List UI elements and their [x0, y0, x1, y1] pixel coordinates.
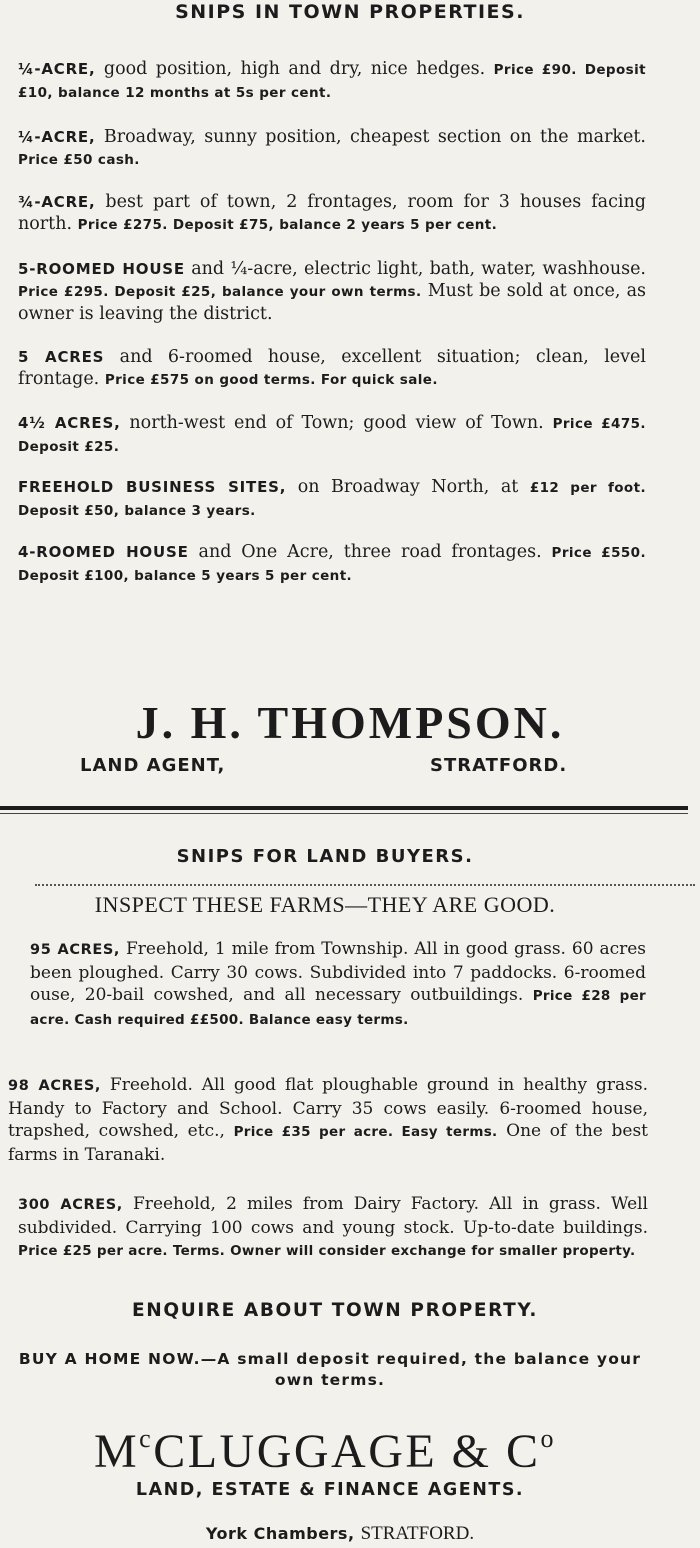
listing-body: best part of town, 2 frontages, room for 3 houses facing north.: [18, 192, 646, 234]
farm-body: Freehold. All good flat ploughable ground in healthy grass. Handy to Factory and School. Carry 35 cows easily. 6-roomed house, trapshed, cowshed, etc.,: [8, 1075, 649, 1141]
listing-lead: 5 ACRES: [18, 348, 105, 366]
buy-home-note: BUY A HOME NOW.—A small deposit required, the balance your own terms.: [18, 1350, 642, 1389]
agent-title: LAND AGENT,: [80, 755, 226, 776]
listing-body: and ¼-acre, electric light, bath, water, washhouse.: [191, 259, 646, 279]
column-rule: [0, 806, 688, 810]
listing-tail: Must be sold at once, as owner is leaving the district.: [18, 281, 646, 324]
listing-price: Price £50 cash.: [18, 152, 140, 168]
listing-price: Price £275. Deposit £75, balance 2 years 5 per cent.: [77, 217, 498, 233]
farm-price: Price £35 per acre. Easy terms.: [233, 1124, 498, 1140]
listing: [18, 191, 646, 236]
farm-listing: [8, 1074, 648, 1166]
listing-lead: FREEHOLD BUSINESS SITES,: [18, 478, 287, 496]
farm-lead: 300 ACRES,: [18, 1197, 123, 1213]
farm-listing: [30, 938, 646, 1031]
farm-price: Price £25 per acre. Terms. Owner will consider exchange for smaller property.: [18, 1243, 636, 1259]
listing-lead: 5-ROOMED HOUSE: [18, 260, 185, 278]
listing-lead: 4-ROOMED HOUSE: [18, 543, 189, 561]
listing: [18, 541, 646, 587]
listing-price: Price £295. Deposit £25, balance your own terms.: [18, 284, 422, 300]
listing-body: and 6-roomed house, excellent situation; clean, level frontage.: [18, 347, 646, 389]
address-town: STRATFORD.: [360, 1523, 475, 1544]
address-building: York Chambers,: [205, 1524, 355, 1543]
firm-name-c-sup: c: [139, 1424, 154, 1453]
column-rule-thin: [0, 813, 688, 814]
listing-body: on Broadway North, at: [297, 477, 519, 497]
dotted-divider: [35, 884, 695, 886]
listing-price: Price £475. Deposit £25.: [18, 416, 646, 455]
farm-lead: 95 ACRES,: [30, 942, 121, 958]
mccluggage-ad-heading: SNIPS FOR LAND BUYERS.: [176, 846, 474, 867]
listing-lead: ¼-ACRE,: [18, 128, 96, 146]
listing-price: Price £550. Deposit £100, balance 5 years 5 per cent.: [18, 545, 647, 584]
farm-lead: 98 ACRES,: [8, 1078, 102, 1094]
listing: [18, 258, 646, 325]
ad-subheading: INSPECT THESE FARMS—THEY ARE GOOD.: [94, 892, 556, 917]
firm-name-o-sup: o: [540, 1424, 557, 1453]
farm-tail: One of the best farms in Taranaki.: [8, 1121, 649, 1165]
firm-name-main: CLUGGAGE & C: [153, 1425, 541, 1478]
listing: [18, 412, 646, 458]
farm-body: Freehold, 2 miles from Dairy Factory. All in grass. Well subdivided. Carrying 100 cows and young stock. Up-to-date buildings.: [18, 1194, 648, 1238]
listing-body: and One Acre, three road frontages.: [198, 542, 542, 562]
firm-name-mc: M: [93, 1425, 140, 1478]
listing: [18, 126, 646, 171]
listing: [18, 476, 646, 522]
listing-price: Price £90. Deposit £10, balance 12 months at 5s per cent.: [18, 62, 646, 101]
listing-lead: ¾-ACRE,: [18, 193, 96, 211]
listing-price: £12 per foot. Deposit £50, balance 3 years.: [18, 480, 646, 519]
listing-lead: 4½ ACRES,: [18, 414, 121, 432]
listing-price: Price £575 on good terms. For quick sale.: [104, 372, 438, 388]
agent-name: J. H. THOMPSON.: [135, 697, 565, 748]
listing: [18, 346, 646, 391]
firm-name: [0, 1410, 650, 1481]
agent-town: STRATFORD.: [430, 755, 568, 776]
listing-body: north-west end of Town; good view of Town.: [129, 413, 544, 433]
thompson-ad-heading: SNIPS IN TOWN PROPERTIES.: [175, 1, 525, 23]
listing-lead: ¼-ACRE,: [18, 60, 96, 78]
farm-body: Freehold, 1 mile from Township. All in good grass. 60 acres been ploughed. Carry 30 cows. Subdivided into 7 paddocks. 6-roomed ouse, 20-bail cowshed, and all necessary outbuildings.: [30, 939, 647, 1005]
listing-body: Broadway, sunny position, cheapest section on the market.: [103, 127, 646, 147]
listing: [18, 58, 646, 104]
listing-body: good position, high and dry, nice hedges.: [103, 59, 486, 79]
firm-role: LAND, ESTATE & FINANCE AGENTS.: [135, 1480, 525, 1500]
farm-listing: [18, 1193, 648, 1263]
enquire-line: ENQUIRE ABOUT TOWN PROPERTY.: [132, 1300, 538, 1321]
farm-price: Price £28 per acre. Cash required ££500. Balance easy terms.: [30, 988, 646, 1028]
firm-address: [0, 1522, 680, 1545]
